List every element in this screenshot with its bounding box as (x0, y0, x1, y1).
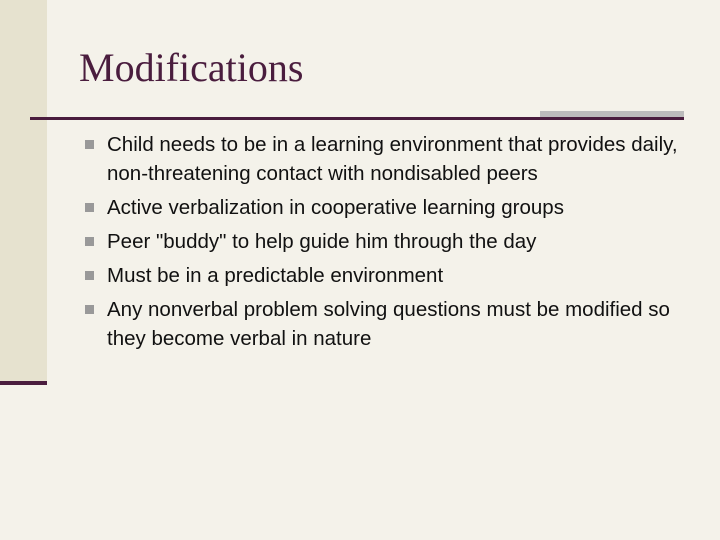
bullet-list (85, 130, 685, 358)
slide-title: Modifications (79, 45, 304, 90)
square-bullet-icon (85, 203, 94, 212)
title-divider-accent-line (540, 117, 684, 120)
bullet-text: Must be in a predictable environment (107, 264, 444, 287)
bullet-text: Active verbalization in cooperative learning groups (107, 196, 564, 219)
bullet-item (85, 261, 685, 290)
left-band-rule (0, 381, 47, 385)
square-bullet-icon (85, 305, 94, 314)
square-bullet-icon (85, 271, 94, 280)
bullet-item (85, 227, 685, 256)
bullet-text: Child needs to be in a learning environment that provides daily, non-threatening contact with nondisabled peers (107, 133, 678, 185)
bullet-item (85, 193, 685, 222)
bullet-text: Any nonverbal problem solving questions must be modified so they become verbal in nature (107, 298, 670, 350)
bullet-item (85, 295, 685, 353)
left-decorative-band (0, 0, 47, 385)
square-bullet-icon (85, 140, 94, 149)
square-bullet-icon (85, 237, 94, 246)
bullet-item (85, 130, 685, 188)
bullet-text: Peer "buddy" to help guide him through the day (107, 230, 537, 253)
